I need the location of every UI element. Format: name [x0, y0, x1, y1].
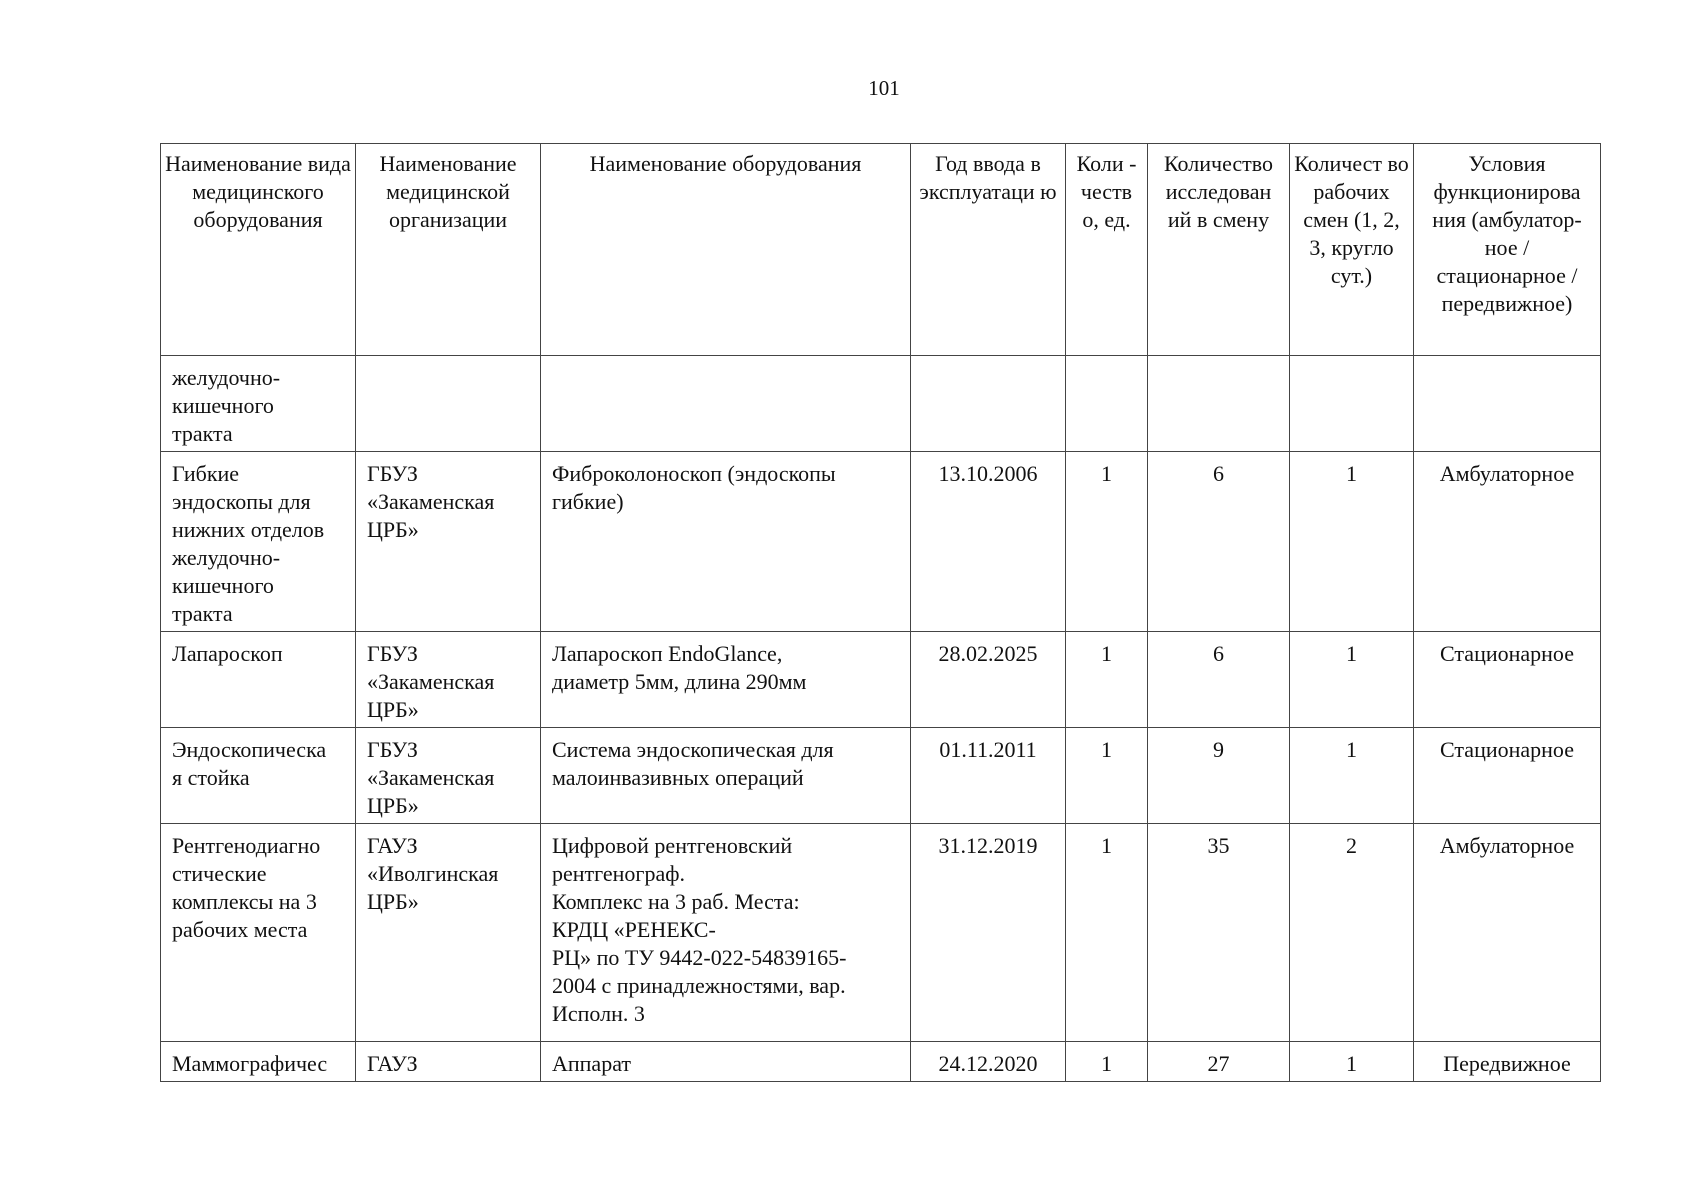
cell-shift-count: 2: [1290, 824, 1414, 1042]
cell-shift-count: 1: [1290, 452, 1414, 632]
cell-equipment-type: Эндоскопическа я стойка: [161, 728, 356, 824]
cell-commission-year: 01.11.2011: [911, 728, 1066, 824]
cell-shift-count: 1: [1290, 632, 1414, 728]
cell-equipment-type: Гибкие эндоскопы для нижних отделов желудочно- кишечного тракта: [161, 452, 356, 632]
cell-equipment-type: Рентгенодиагно стические комплексы на 3 рабочих места: [161, 824, 356, 1042]
cell-equipment-name: Цифровой рентгеновский рентгенограф. Комплекс на 3 раб. Места: КРДЦ «РЕНЕКС- РЦ» по ТУ 9442-022-54839165- 2004 с принадлежностями, вар. Исполн. 3: [541, 824, 911, 1042]
header-commission-year: Год ввода в эксплуатаци ю: [911, 144, 1066, 356]
table-row: [161, 1042, 1601, 1082]
header-studies-per-shift: Количество исследован ий в смену: [1148, 144, 1290, 356]
header-quantity: Коли - честв о, ед.: [1066, 144, 1148, 356]
table-row: [161, 356, 1601, 452]
cell-equipment-name: Фиброколоноскоп (эндоскопы гибкие): [541, 452, 911, 632]
equipment-table: [160, 143, 1601, 1082]
cell-organization: ГАУЗ: [356, 1042, 541, 1082]
cell-organization: ГАУЗ «Иволгинская ЦРБ»: [356, 824, 541, 1042]
cell-studies-per-shift: 35: [1148, 824, 1290, 1042]
cell-studies-per-shift: 9: [1148, 728, 1290, 824]
cell-equipment-type: желудочно- кишечного тракта: [161, 356, 356, 452]
cell-operating-conditions: [1414, 356, 1601, 452]
cell-shift-count: 1: [1290, 1042, 1414, 1082]
page-number: 101: [868, 76, 900, 100]
cell-operating-conditions: Амбулаторное: [1414, 452, 1601, 632]
table-row: [161, 452, 1601, 632]
cell-quantity: 1: [1066, 452, 1148, 632]
table-header-row: [161, 144, 1601, 356]
cell-quantity: [1066, 356, 1148, 452]
cell-commission-year: [911, 356, 1066, 452]
header-shift-count: Количест во рабочих смен (1, 2, 3, кругло сут.): [1290, 144, 1414, 356]
cell-shift-count: [1290, 356, 1414, 452]
table-row: [161, 824, 1601, 1042]
cell-operating-conditions: Амбулаторное: [1414, 824, 1601, 1042]
header-equipment-name: Наименование оборудования: [541, 144, 911, 356]
cell-operating-conditions: Стационарное: [1414, 632, 1601, 728]
cell-commission-year: 31.12.2019: [911, 824, 1066, 1042]
header-operating-conditions: Условия функционирова ния (амбулатор- ное / стационарное / передвижное): [1414, 144, 1601, 356]
cell-quantity: 1: [1066, 728, 1148, 824]
cell-studies-per-shift: [1148, 356, 1290, 452]
cell-equipment-name: Система эндоскопическая для малоинвазивных операций: [541, 728, 911, 824]
cell-quantity: 1: [1066, 632, 1148, 728]
header-organization: Наименование медицинской организации: [356, 144, 541, 356]
cell-studies-per-shift: 6: [1148, 632, 1290, 728]
cell-commission-year: 28.02.2025: [911, 632, 1066, 728]
cell-equipment-type: Лапароскоп: [161, 632, 356, 728]
cell-organization: ГБУЗ «Закаменская ЦРБ»: [356, 452, 541, 632]
cell-operating-conditions: Стационарное: [1414, 728, 1601, 824]
cell-studies-per-shift: 27: [1148, 1042, 1290, 1082]
cell-commission-year: 13.10.2006: [911, 452, 1066, 632]
cell-commission-year: 24.12.2020: [911, 1042, 1066, 1082]
cell-equipment-name: Лапароскоп EndoGlance, диаметр 5мм, длина 290мм: [541, 632, 911, 728]
header-equipment-type: Наименование вида медицинского оборудования: [161, 144, 356, 356]
cell-operating-conditions: Передвижное: [1414, 1042, 1601, 1082]
cell-quantity: 1: [1066, 1042, 1148, 1082]
table-row: [161, 632, 1601, 728]
cell-organization: ГБУЗ «Закаменская ЦРБ»: [356, 632, 541, 728]
cell-quantity: 1: [1066, 824, 1148, 1042]
cell-equipment-name: [541, 356, 911, 452]
cell-organization: ГБУЗ «Закаменская ЦРБ»: [356, 728, 541, 824]
cell-shift-count: 1: [1290, 728, 1414, 824]
cell-organization: [356, 356, 541, 452]
cell-studies-per-shift: 6: [1148, 452, 1290, 632]
cell-equipment-type: Маммографичес: [161, 1042, 356, 1082]
cell-equipment-name: Аппарат: [541, 1042, 911, 1082]
table-row: [161, 728, 1601, 824]
